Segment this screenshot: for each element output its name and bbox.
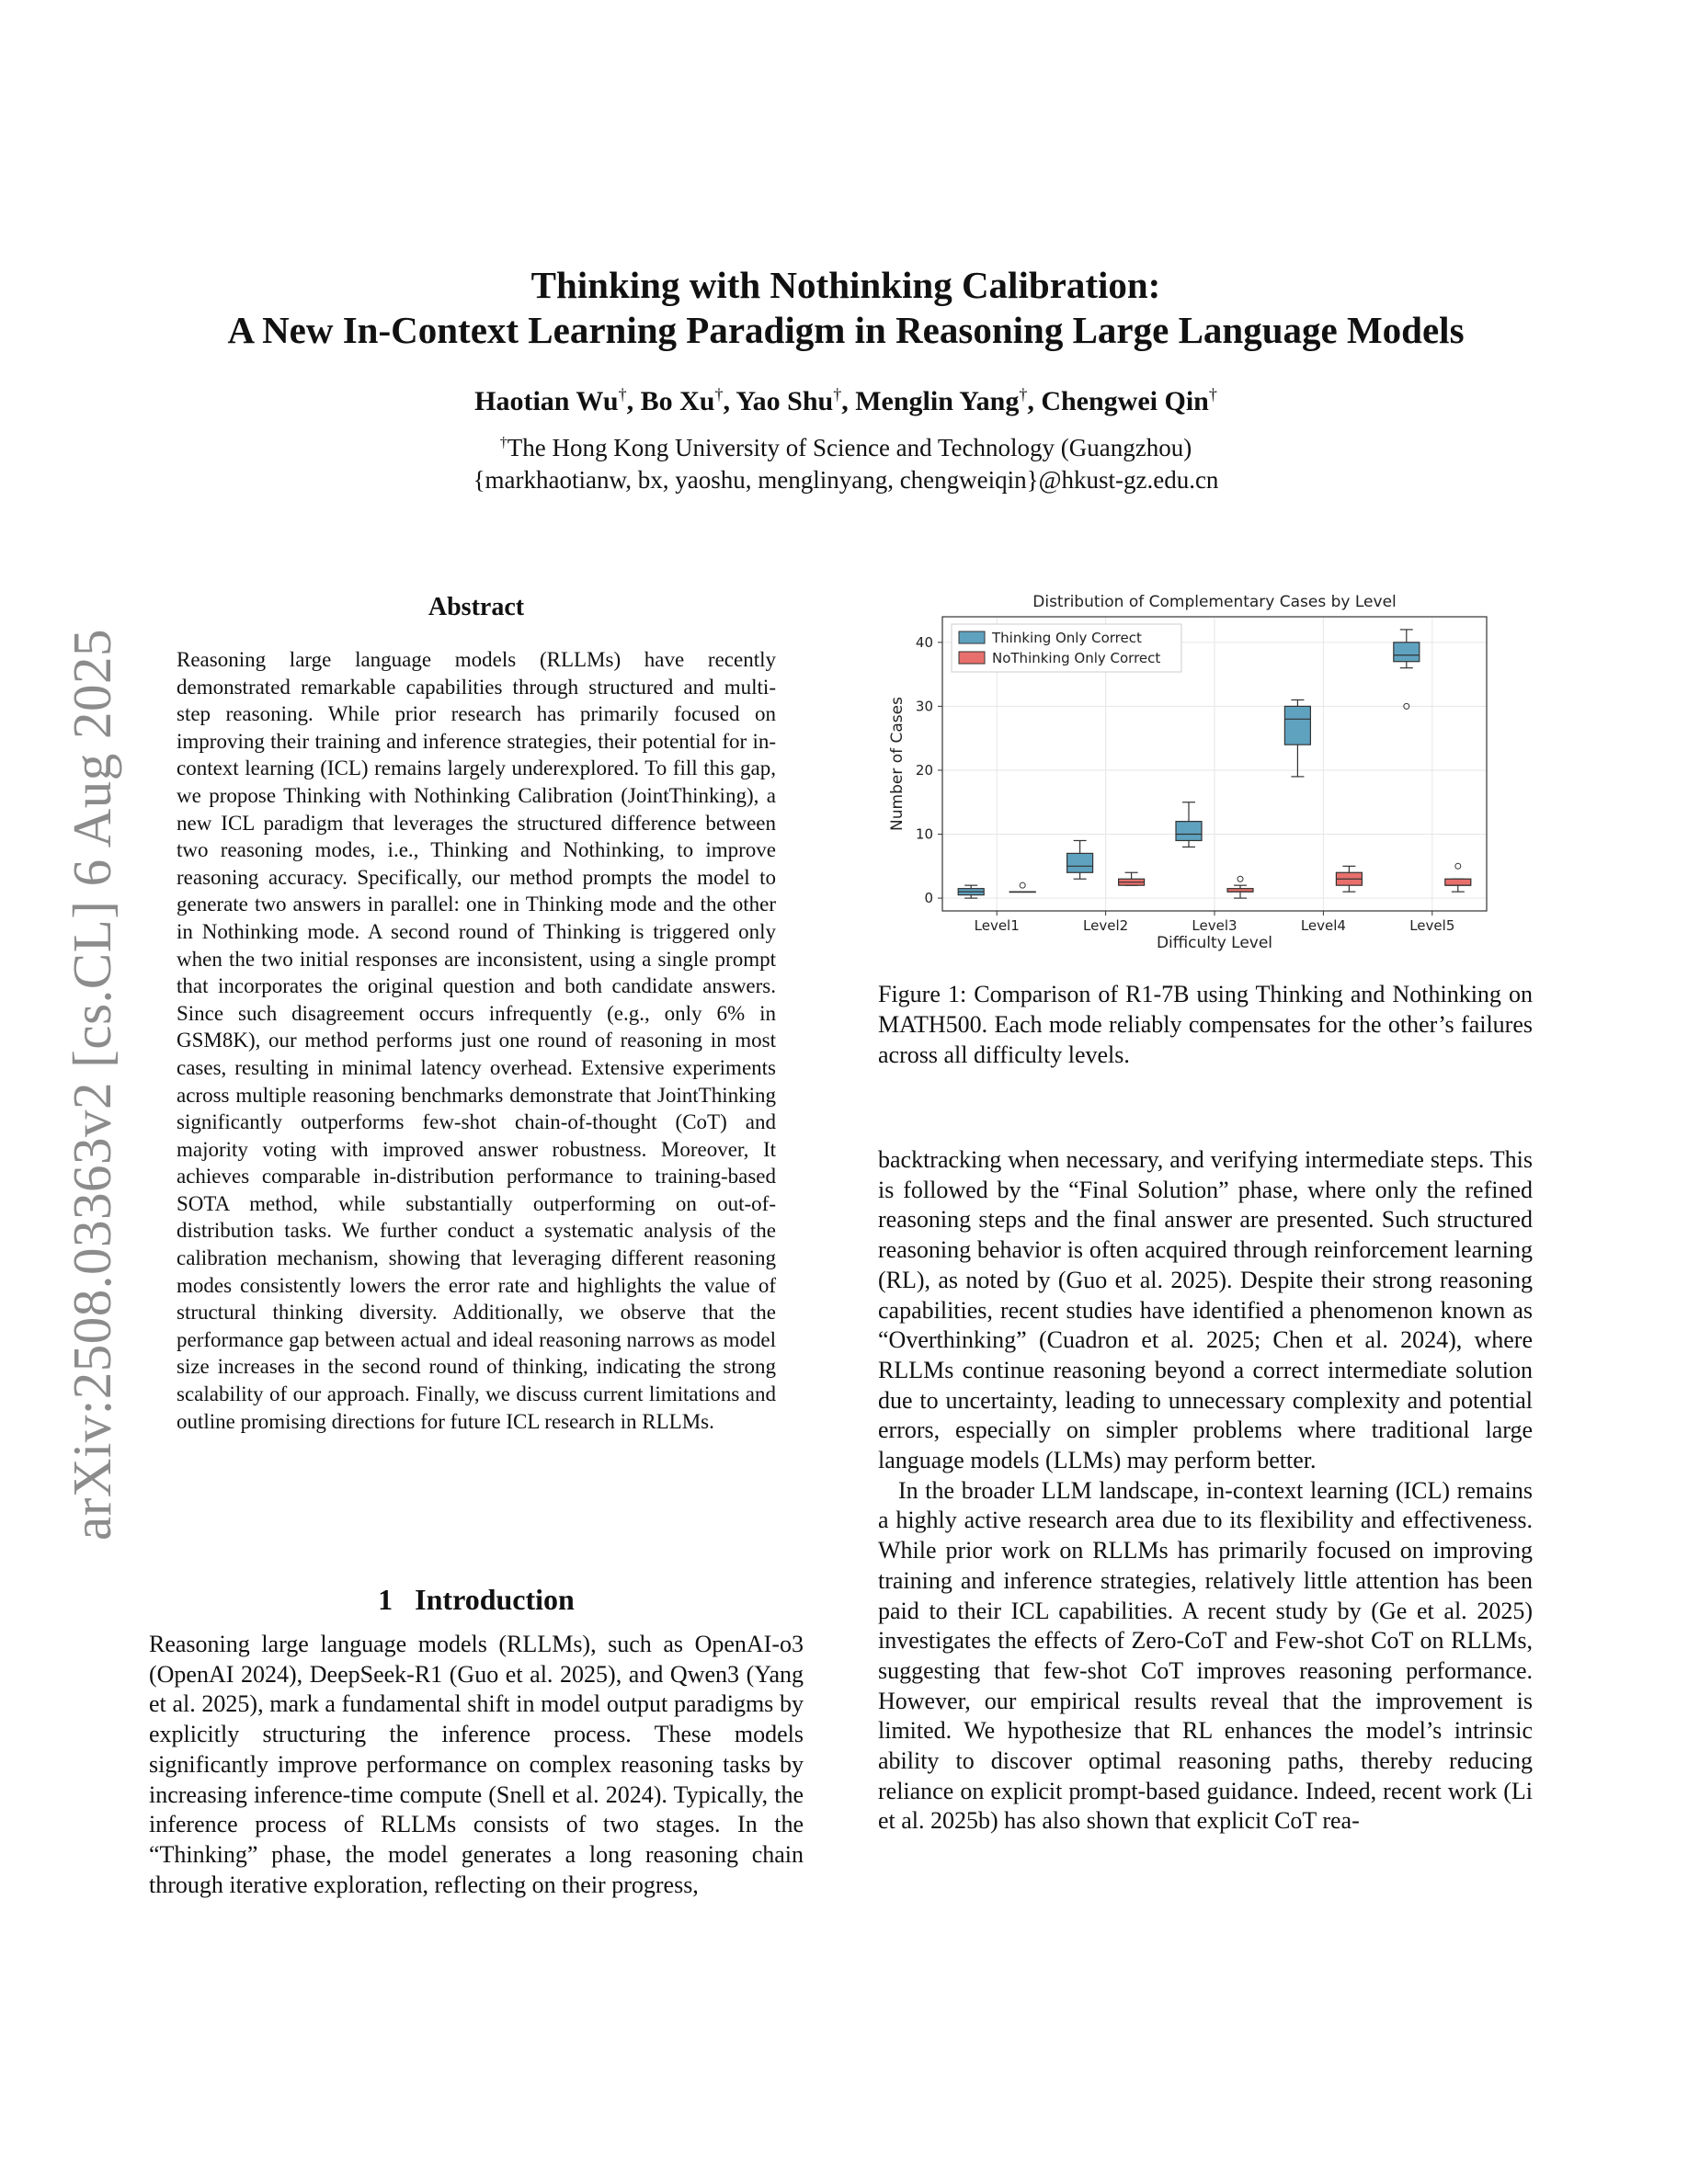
x-tick-label: Level4 xyxy=(1300,917,1346,934)
outlier-point xyxy=(1020,882,1025,888)
arxiv-identifier: arXiv:2508.03363v2 [cs.CL] 6 Aug 2025 xyxy=(62,629,122,1541)
box xyxy=(1394,643,1420,662)
abstract-text: Reasoning large language models (RLLMs) have recently demonstrated remarkable capabilities through structured and multi-step reasoning. While prior research has primarily focused on improving their training and inference strategies, their potential for in-context learning (ICL) remains largely underexplored. To fill this gap, we propose Thinking with Nothinking Calibration (JointThinking), a new ICL paradigm that leverages the structured difference between two reasoning modes, i.e., Thinking and Nothinking, to improve reasoning accuracy. Specifically, our method prompts the model to generate two answers in parallel: one in Thinking mode and the other in Nothinking mode. A second round of Thinking is triggered only when the two initial responses are inconsistent, using a single prompt that incorporates the original question and both candidate answers. Since such disagreement occurs infrequently (e.g., only 6% in GSM8K), our method performs just one round of reasoning in most cases, resulting in minimal latency overhead. Extensive experiments across multiple reasoning benchmarks demonstrate that JointThinking significantly outperforms few-shot chain-of-thought (CoT) and majority voting with improved answer robustness. Moreover, It achieves comparable in-distribution performance to training-based SOTA method, while substantially outperforming on out-of-distribution tasks. We further conduct a systematic analysis of the calibration mechanism, showing that leveraging different reasoning modes consistently lowers the error rate and highlights the value of structural thinking diversity. Additionally, we observe that the performance gap between actual and ideal reasoning narrows as model size increases in the second round of thinking, indicating the strong scalability of our approach. Finally, we discuss current limitations and outline promising directions for future ICL research in RLLMs. xyxy=(177,648,776,1433)
y-axis-label: Number of Cases xyxy=(888,697,907,831)
outlier-point xyxy=(1455,863,1461,869)
affiliation xyxy=(138,427,1554,496)
affiliation-institution: †The Hong Kong University of Science and Technology (Guangzhou) xyxy=(499,434,1192,461)
author-name: Chengwei Qin xyxy=(1041,386,1209,416)
x-tick-label: Level2 xyxy=(1083,917,1129,934)
legend-swatch xyxy=(959,652,985,664)
author-mark: † xyxy=(714,385,724,404)
title-block xyxy=(138,263,1554,496)
legend-label: NoThinking Only Correct xyxy=(992,650,1161,666)
legend-label: Thinking Only Correct xyxy=(992,630,1142,646)
x-tick-label: Level1 xyxy=(974,917,1020,934)
box xyxy=(1284,706,1310,745)
box xyxy=(1067,853,1093,872)
intro-paragraph-2: backtracking when necessary, and verifying intermediate steps. This is followed by the “Final Solution” phase, where only the refined reasoning steps and the final answer are presented. Such structured reasoning behavior is often acquired through reinforcement learning (RL), as noted by (Guo et al. 2025). Despite their strong reasoning capabilities, recent studies have identified a phenomenon known as “Overthinking” (Cuadron et al. 2025; Chen et al. 2024), where RLLMs continue reasoning beyond a correct intermediate solution due to uncertainty, leading to unnecessary complexity and potential errors, especially on simpler problems where traditional large language models (LLMs) may perform better. xyxy=(878,1146,1533,1474)
x-tick-label: Level5 xyxy=(1409,917,1455,934)
x-axis-label: Difficulty Level xyxy=(1156,934,1273,952)
outlier-point xyxy=(1237,876,1243,882)
y-tick-label: 0 xyxy=(924,890,933,907)
section-number: 1 xyxy=(378,1583,393,1616)
author-name: Haotian Wu xyxy=(474,386,619,416)
paper-title-line-2: A New In-Context Learning Paradigm in Reasoning Large Language Models xyxy=(227,309,1465,351)
author-mark: † xyxy=(618,385,627,404)
box xyxy=(1176,822,1202,841)
chart-title: Distribution of Complementary Cases by Level xyxy=(1032,593,1397,611)
intro-paragraph-3: In the broader LLM landscape, in-context learning (ICL) remains a highly active research area due to its flexibility and effectiveness. While prior work on RLLMs has primarily focused on improving training and inference strategies, relatively little attention has been paid to their ICL capabilities. A recent study by (Ge et al. 2025) investigates the effects of Zero-CoT and Few-shot CoT on RLLMs, suggesting that few-shot CoT improves reasoning performance. However, our empirical results reveal that the improvement is limited. We hypothesize that RL enhances the model’s intrinsic ability to discover optimal reasoning paths, thereby reducing reliance on explicit prompt-based guidance. Indeed, recent work (Li et al. 2025b) has also shown that explicit CoT rea- xyxy=(878,1476,1533,1835)
introduction-section xyxy=(149,1583,804,1900)
x-tick-label: Level3 xyxy=(1192,917,1237,934)
affiliation-mark: † xyxy=(499,435,508,450)
box-plot-chart xyxy=(878,591,1533,959)
y-tick-label: 20 xyxy=(915,761,933,779)
affiliation-emails: {markhaotianw, bx, yaoshu, menglinyang, chengweiqin}@hkust-gz.edu.cn xyxy=(473,466,1219,494)
legend-swatch xyxy=(959,631,985,643)
author-name: Bo Xu xyxy=(640,386,715,416)
y-tick-label: 10 xyxy=(915,825,933,843)
abstract-section xyxy=(149,593,804,1435)
section-title: Introduction xyxy=(415,1583,575,1616)
author-list: Haotian Wu†, Bo Xu†, Yao Shu†, Menglin Yang†, Chengwei Qin† xyxy=(474,385,1217,416)
y-tick-label: 40 xyxy=(915,633,933,651)
figure-1 xyxy=(878,591,1533,959)
figure-caption: Figure 1: Comparison of R1-7B using Thinking and Nothinking on MATH500. Each mode reliably compensates for the other’s failures across all difficulty levels. xyxy=(878,981,1533,1068)
author-mark: † xyxy=(833,385,842,404)
intro-paragraph-1: Reasoning large language models (RLLMs), such as OpenAI-o3 (OpenAI 2024), DeepSeek-R1 (Guo et al. 2025), and Qwen3 (Yang et al. 2025), mark a fundamental shift in model output paradigms by explicitly structuring the inference process. These models significantly improve performance on complex reasoning tasks by increasing inference-time compute (Snell et al. 2024). Typically, the inference process of RLLMs consists of two stages. In the “Thinking” phase, the model generates a long reasoning chain through iterative exploration, reflecting on their progress, xyxy=(149,1631,804,1898)
author-mark: † xyxy=(1019,385,1028,404)
intro-continued xyxy=(878,1145,1533,1837)
box xyxy=(1445,879,1471,885)
paper-title-line-1: Thinking with Nothinking Calibration: xyxy=(530,264,1161,306)
abstract-heading: Abstract xyxy=(428,593,525,621)
author-mark: † xyxy=(1208,385,1217,404)
author-name: Yao Shu xyxy=(736,386,834,416)
author-name: Menglin Yang xyxy=(855,386,1020,416)
y-tick-label: 30 xyxy=(915,698,933,715)
section-heading xyxy=(149,1583,804,1617)
